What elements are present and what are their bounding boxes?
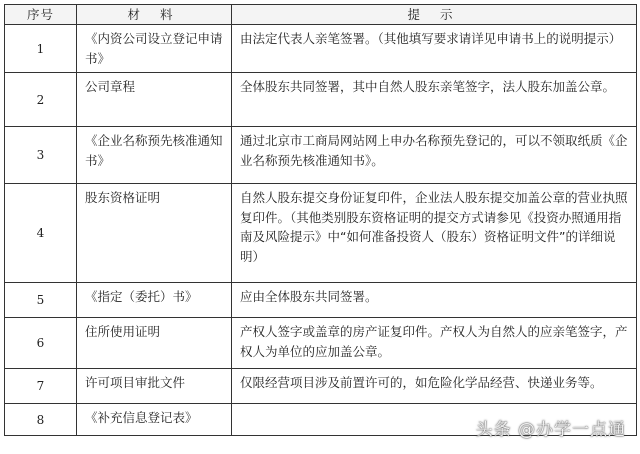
row-serial: 1 xyxy=(5,25,77,73)
row-material: 许可项目审批文件 xyxy=(77,369,232,404)
table-row xyxy=(5,369,637,404)
row-serial: 5 xyxy=(5,283,77,318)
watermark-text: 头条 @办学一点通 xyxy=(475,420,626,440)
row-serial: 6 xyxy=(5,318,77,369)
row-tip: 通过北京市工商局网站网上申办名称预先登记的，可以不领取纸质《企业名称预先核准通知书》。 xyxy=(232,127,637,184)
row-serial: 3 xyxy=(5,127,77,184)
table-row xyxy=(5,318,637,369)
row-material: 《企业名称预先核准通知书》 xyxy=(77,127,232,184)
row-material: 住所使用证明 xyxy=(77,318,232,369)
header-serial: 序号 xyxy=(5,5,77,25)
row-tip: 产权人签字或盖章的房产证复印件。产权人为自然人的应亲笔签字，产权人为单位的应加盖公章。 xyxy=(232,318,637,369)
row-material: 《补充信息登记表》 xyxy=(77,404,232,436)
materials-table xyxy=(4,4,637,436)
row-tip: 仅限经营项目涉及前置许可的，如危险化学品经营、快递业务等。 xyxy=(232,369,637,404)
table-row xyxy=(5,73,637,127)
table-row xyxy=(5,127,637,184)
row-material: 《内资公司设立登记申请书》 xyxy=(77,25,232,73)
row-tip: 应由全体股东共同签署。 xyxy=(232,283,637,318)
row-material: 公司章程 xyxy=(77,73,232,127)
table-row xyxy=(5,184,637,283)
row-tip: 自然人股东提交身份证复印件，企业法人股东提交加盖公章的营业执照复印件。（其他类别股东资格证明的提交方式请参见《投资办照通用指南及风险提示》中“如何准备投资人（股东）资格证明文件”的详细说明） xyxy=(232,184,637,283)
row-serial: 7 xyxy=(5,369,77,404)
table-header-row xyxy=(5,5,637,25)
row-material: 股东资格证明 xyxy=(77,184,232,283)
row-tip: 由法定代表人亲笔签署。（其他填写要求请详见申请书上的说明提示） xyxy=(232,25,637,73)
row-material: 《指定（委托）书》 xyxy=(77,283,232,318)
header-tip: 提 示 xyxy=(232,5,637,25)
table-row xyxy=(5,283,637,318)
row-tip: 全体股东共同签署，其中自然人股东亲笔签字，法人股东加盖公章。 xyxy=(232,73,637,127)
header-material: 材 料 xyxy=(77,5,232,25)
row-serial: 2 xyxy=(5,73,77,127)
row-serial: 4 xyxy=(5,184,77,283)
table-row xyxy=(5,25,637,73)
row-serial: 8 xyxy=(5,404,77,436)
